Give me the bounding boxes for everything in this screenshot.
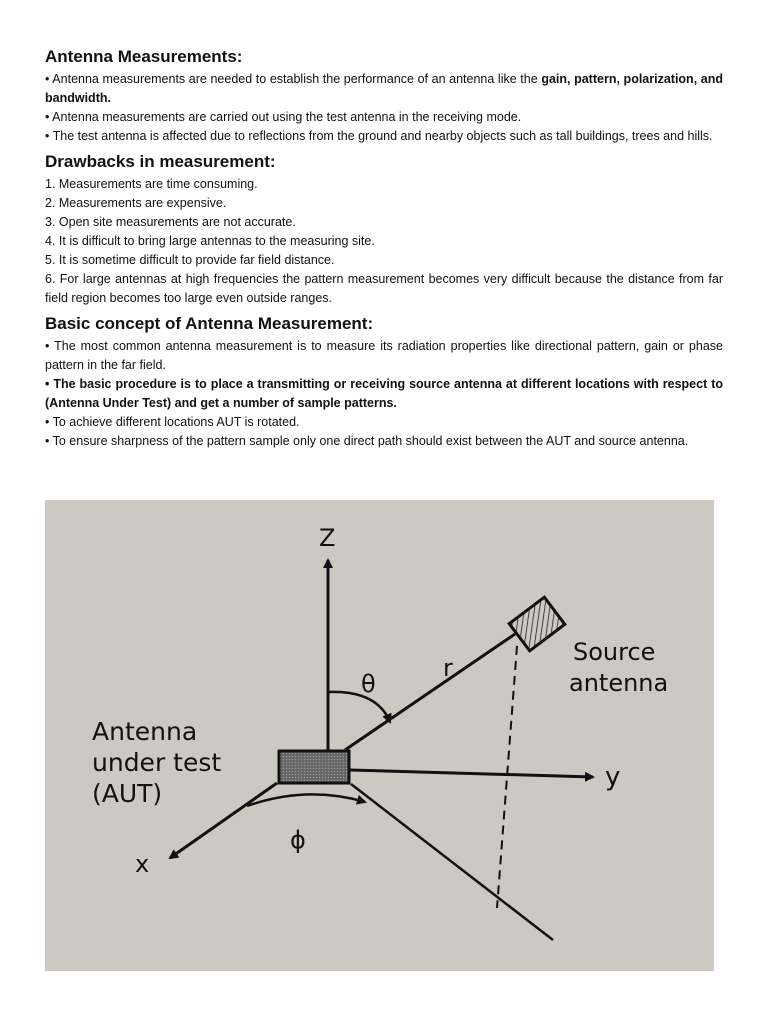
x-axis-label: x [135,850,150,878]
theta-arc [328,692,390,722]
list-item: 1. Measurements are time consuming. [45,177,258,191]
heading-basic-concept: Basic concept of Antenna Measurement: [45,314,374,333]
phi-label: ϕ [290,826,306,854]
antenna-measurement-figure [45,500,714,971]
source-antenna-label-line1: Source [573,638,656,666]
source-antenna-label-line2: antenna [569,669,669,697]
heading-antenna-measurements: Antenna Measurements: [45,47,243,66]
document-page [45,46,723,451]
source-projection-dashed [497,646,517,908]
paragraph-bullet: • To ensure sharpness of the pattern sample only one direct path should exist between the AUT and source antenna. [45,434,689,448]
bullet-text: • Antenna measurements are needed to establish the performance of an antenna like the [45,72,542,86]
paragraph-bullet: • The most common antenna measurement is to measure its radiation properties like directional pattern, gain or phase pattern in the far field. [45,339,723,372]
theta-label: θ [361,670,376,698]
phi-arc [247,794,365,806]
y-axis-line [350,770,593,777]
bullet-bold-text: gain, pattern, polarization, and bandwidth. [45,72,724,105]
aut-label-line3: (AUT) [92,779,163,808]
x-axis-line [170,783,277,858]
list-item: 6. For large antennas at high frequencies the pattern measurement becomes very difficult because the distance from far field region becomes too large even outside ranges. [45,272,723,305]
list-item: 2. Measurements are expensive. [45,196,227,210]
paragraph-bullet: • Antenna measurements are carried out using the test antenna in the receiving mode. [45,110,522,124]
y-axis-label: y [605,762,621,792]
list-item: 4. It is difficult to bring large antennas to the measuring site. [45,234,375,248]
aut-label-line1: Antenna [92,717,198,746]
paragraph-bullet: • The test antenna is affected due to reflections from the ground and nearby objects such as tall buildings, trees and hills. [45,129,713,143]
range-label-r: r [443,654,453,682]
paragraph-bullet-bold: • The basic procedure is to place a transmitting or receiving source antenna at different locations with respect to (Antenna Under Test) and get a number of sample patterns. [45,377,723,410]
list-item: 3. Open site measurements are not accurate. [45,215,296,229]
figure-diagram [45,500,714,971]
source-antenna-shape [509,597,565,651]
paragraph-bullet: • To achieve different locations AUT is rotated. [45,415,300,429]
paragraph-bullet [45,70,723,108]
list-item: 5. It is sometime difficult to provide far field distance. [45,253,335,267]
z-axis-label: Z [319,524,336,552]
heading-drawbacks: Drawbacks in measurement: [45,152,276,171]
ground-diagonal-line [351,784,553,940]
aut-antenna-box [279,751,349,783]
aut-label-line2: under test [92,748,222,777]
